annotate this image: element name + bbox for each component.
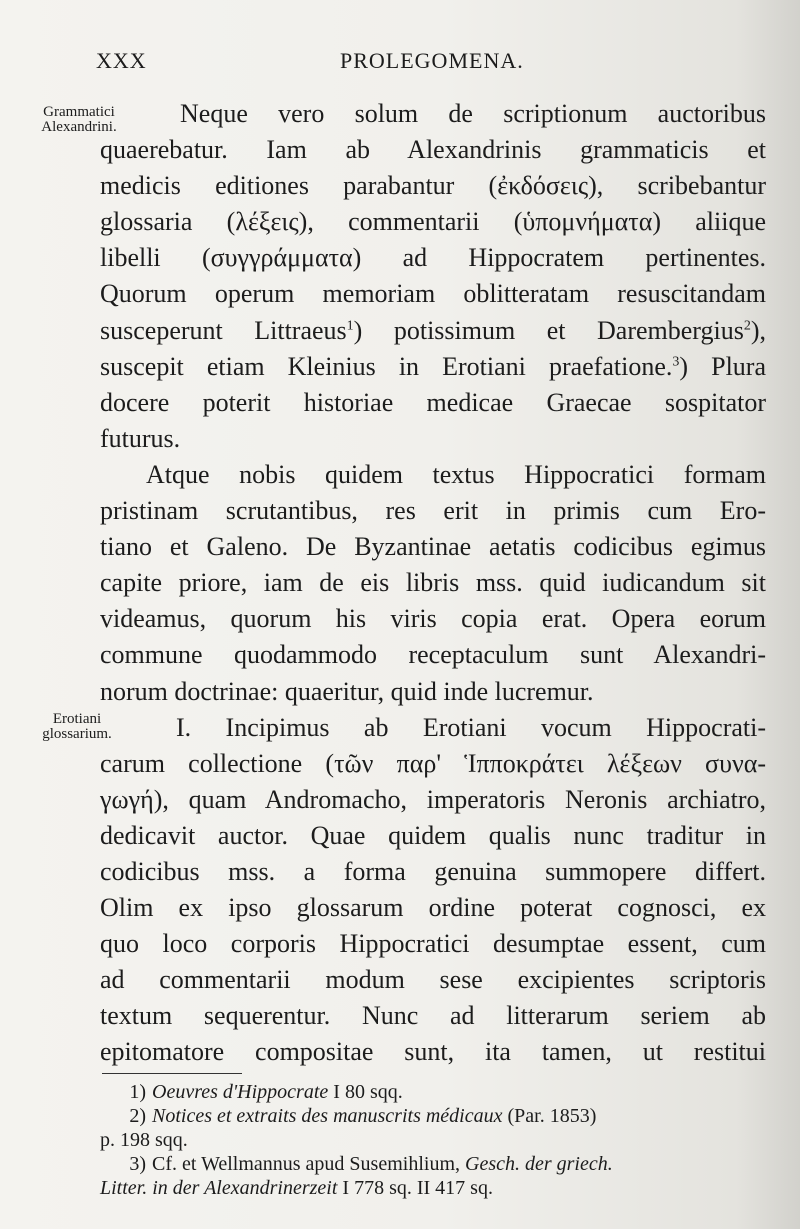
text-fragment: ) Plura (679, 351, 766, 381)
running-title: PROLEGOMENA. (340, 48, 524, 73)
page-number: XXX (96, 48, 147, 73)
text-line: commune quodammodo receptaculum sunt Alexandri- (100, 640, 766, 670)
text-line: norum doctrinae: quaeritur, quid inde lucremur. (100, 676, 594, 706)
text-line: Neque vero solum de scriptionum auctoribus (180, 99, 766, 128)
text-line: Atque nobis quidem textus Hippocratici formam (146, 459, 766, 489)
footnote-text: I 80 sqq. (333, 1081, 403, 1103)
text-line: quo loco corporis Hippocratici desumptae essent, cum (100, 929, 766, 959)
text-line: Olim ex ipso glossarum ordine poterat cognosci, ex (100, 893, 766, 923)
paragraph-2 (100, 457, 766, 710)
text-line: γωγή), quam Andromacho, imperatoris Neronis archiatro, (100, 784, 766, 814)
margin-note-line: Grammatici (43, 104, 115, 120)
footnote-text: I 778 sq. II 417 sq. (342, 1177, 493, 1199)
footnote-2 (100, 1104, 766, 1128)
footnote-ref: 3 (672, 354, 680, 369)
text-fragment: suscepit etiam Kleinius in Erotiani praefatione. (100, 351, 673, 381)
footnote-number: 1) (129, 1081, 146, 1103)
text-line (100, 313, 766, 349)
footnote-title: Oeuvres d'Hippocrate (152, 1081, 329, 1103)
text-line: epitomatore compositae sunt, ita tamen, ut restitui (100, 1037, 766, 1067)
footnotes (100, 1080, 766, 1200)
text-line: I. Incipimus ab Erotiani vocum Hippocrati- (176, 712, 766, 742)
margin-note-line: Erotiani (52, 711, 102, 727)
text-line: textum sequerentur. Nunc ad litterarum seriem ab (100, 1001, 766, 1031)
text-line: capite priore, iam de eis libris mss. quid iudicandum sit (100, 568, 766, 598)
footnote-title: Gesch. der griech. (465, 1153, 613, 1175)
text-line (100, 349, 766, 385)
footnote-number: 3) (129, 1153, 146, 1175)
footnote-3 (100, 1152, 766, 1176)
text-fragment: ) potissimum et Darembergius (353, 315, 744, 345)
text-line: pristinam scrutantibus, res erit in primis cum Ero- (100, 496, 766, 526)
text-fragment: ), (750, 315, 766, 345)
text-line: futurus. (100, 423, 181, 453)
text-line: carum collectione (τῶν παρ' Ἱπποκράτει λέξεων συνα- (100, 748, 766, 778)
footnote-ref: 2 (743, 317, 751, 333)
text-line: tiano et Galeno. De Byzantinae aetatis codicibus egimus (100, 532, 766, 562)
footnote-number: 2) (129, 1105, 146, 1127)
margin-note-line: Alexandrini. (41, 119, 117, 135)
margin-note-line: glossarium. (42, 726, 112, 742)
text-line: libelli (συγγράμματα) ad Hippocratem pertinentes. (100, 243, 766, 273)
footnote-ref: 1 (346, 317, 354, 333)
text-line: dedicavit auctor. Quae quidem qualis nunc traditur in (100, 820, 766, 850)
page-header (96, 48, 760, 78)
text-line: codicibus mss. a forma genuina summopere differt. (100, 856, 766, 886)
text-line: Quorum operum memoriam oblitteratam resuscitandam (100, 279, 766, 309)
text-line: docere poterit historiae medicae Graecae sospitator (100, 387, 766, 417)
text-line: medicis editiones parabantur (ἐκδόσεις), scribebantur (100, 171, 766, 201)
text-line: glossaria (λέξεις), commentarii (ὑπομνήματα) aliique (100, 207, 766, 237)
footnote-title: Notices et extraits des manuscrits médicaux (152, 1105, 503, 1127)
text-line: ad commentarii modum sese excipientes scriptoris (100, 965, 766, 995)
paragraph-1 (100, 96, 766, 457)
text-line: videamus, quorum his viris copia erat. Opera eorum (100, 604, 766, 634)
text-fragment: susceperunt Littraeus (100, 315, 347, 345)
footnote-2-continuation: p. 198 sqq. (100, 1129, 188, 1151)
footnote-divider (102, 1073, 242, 1074)
footnote-3-continuation (100, 1176, 766, 1200)
footnote-1 (100, 1080, 766, 1104)
paragraph-3 (100, 710, 766, 1071)
footnote-text: Cf. et Wellmannus apud Susemihlium, (152, 1153, 460, 1175)
text-line: quaerebatur. Iam ab Alexandrinis grammaticis et (100, 135, 766, 165)
main-text (100, 96, 766, 1071)
footnote-text: (Par. 1853) (507, 1105, 597, 1127)
footnote-title: Litter. in der Alexandrinerzeit (100, 1177, 338, 1199)
